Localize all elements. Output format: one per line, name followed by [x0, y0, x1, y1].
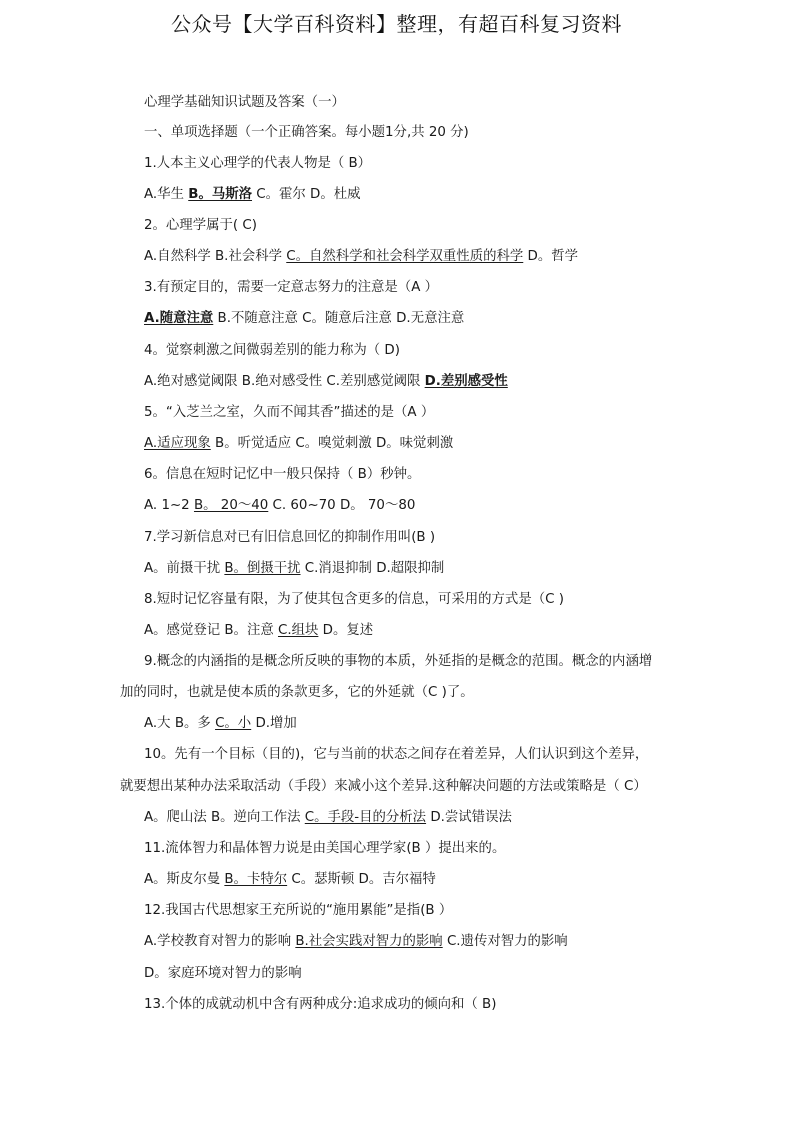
answer-option: B。卡特尔: [224, 872, 288, 887]
question-10-line-2: 就要想出某种办法采取活动（手段）来减小这个差异.这种解决问题的方法或策略是（ C）: [120, 779, 647, 794]
answer-option: B.社会实践对智力的影响: [295, 934, 443, 949]
question-7: 7.学习新信息对已有旧信息回忆的抑制作用叫(B ): [144, 530, 436, 545]
question-8: 8.短时记忆容量有限，为了使其包含更多的信息，可采用的方式是（C ): [144, 592, 564, 607]
answer-option: B。马斯洛: [188, 187, 253, 202]
option: C。瑟斯顿 D。吉尔福特: [287, 872, 436, 887]
option: A。前摄干扰: [144, 561, 225, 576]
options-3: [144, 310, 464, 328]
options-9: [144, 715, 297, 733]
answer-option: A.随意注意: [144, 311, 214, 326]
option: B.不随意注意 C。随意后注意 D.无意注意: [213, 311, 465, 326]
question-4: 4。觉察刺激之间微弱差别的能力称为（ D): [144, 343, 400, 358]
options-1: [144, 186, 361, 204]
option: A.学校教育对智力的影响: [144, 934, 296, 949]
option: A. 1~2: [144, 498, 194, 513]
doc-title: 心理学基础知识试题及答案（一）: [144, 95, 345, 110]
options-5: [144, 435, 453, 453]
answer-option: A.适应现象: [144, 436, 211, 451]
option: C。霍尔 D。杜威: [252, 187, 361, 202]
option: C.遗传对智力的影响: [442, 934, 568, 949]
question-11: 11.流体智力和晶体智力说是由美国心理学家(B ）提出来的。: [144, 841, 506, 856]
options-2: [144, 248, 578, 266]
question-5: 5。“入芝兰之室，久而不闻其香”描述的是（A ）: [144, 405, 435, 420]
page-header: 公众号【大学百科资料】整理，有超百科复习资料: [171, 12, 622, 36]
options-4: [144, 373, 508, 391]
options-6: [144, 497, 415, 515]
question-10-line-1: 10。先有一个目标（目的)，它与当前的状态之间存在着差异，人们认识到这个差异，: [144, 747, 649, 762]
option: C. 60~70 D。 70～80: [268, 498, 416, 513]
option: D.增加: [251, 716, 297, 731]
option: D。哲学: [523, 249, 579, 264]
option: A。感觉登记 B。注意: [144, 623, 278, 638]
question-6: 6。信息在短时记忆中一般只保持（ B）秒钟。: [144, 467, 421, 482]
question-12: 12.我国古代思想家王充所说的“施用累能”是指(B ）: [144, 903, 453, 918]
options-11: [144, 871, 436, 889]
answer-option: B。 20～40: [193, 498, 269, 513]
option: A.绝对感觉阈限 B.绝对感受性 C.差别感觉阈限: [144, 374, 425, 389]
question-9-line-2: 加的同时，也就是使本质的条款更多，它的外延就（C )了。: [120, 685, 474, 700]
option: A。爬山法 B。逆向工作法: [144, 810, 305, 825]
option: C.消退抑制 D.超限抑制: [300, 561, 445, 576]
option: B。听觉适应 C。嗅觉刺激 D。味觉刺激: [210, 436, 454, 451]
answer-option: C。自然科学和社会科学双重性质的科学: [286, 249, 524, 264]
answer-option: B。倒摄干扰: [224, 561, 301, 576]
options-10: [144, 809, 512, 827]
answer-option: C。小: [215, 716, 252, 731]
option: A.大 B。多: [144, 716, 216, 731]
question-1: 1.人本主义心理学的代表人物是（ B）: [144, 156, 372, 171]
question-3: 3.有预定目的，需要一定意志努力的注意是（A ）: [144, 280, 439, 295]
options-12: [144, 933, 568, 951]
option: D.尝试错误法: [426, 810, 512, 825]
question-2: 2。心理学属于( C): [144, 218, 257, 233]
options-8: [144, 622, 373, 640]
question-9-line-1: 9.概念的内涵指的是概念所反映的事物的本质，外延指的是概念的范围。概念的内涵增: [144, 654, 653, 669]
answer-option: C.组块: [277, 623, 319, 638]
section-heading: 一、单项选择题（一个正确答案。每小题1分,共 20 分): [144, 125, 469, 140]
option: A.华生: [144, 187, 189, 202]
question-13: 13.个体的成就动机中含有两种成分:追求成功的倾向和（ B): [144, 997, 497, 1012]
option: A。斯皮尔曼: [144, 872, 225, 887]
option: D。复述: [318, 623, 374, 638]
answer-option: C。手段-目的分析法: [304, 810, 427, 825]
answer-option: D.差别感受性: [424, 374, 508, 389]
options-12-cont: D。家庭环境对智力的影响: [144, 966, 302, 981]
option: A.自然科学 B.社会科学: [144, 249, 287, 264]
options-7: [144, 560, 444, 578]
